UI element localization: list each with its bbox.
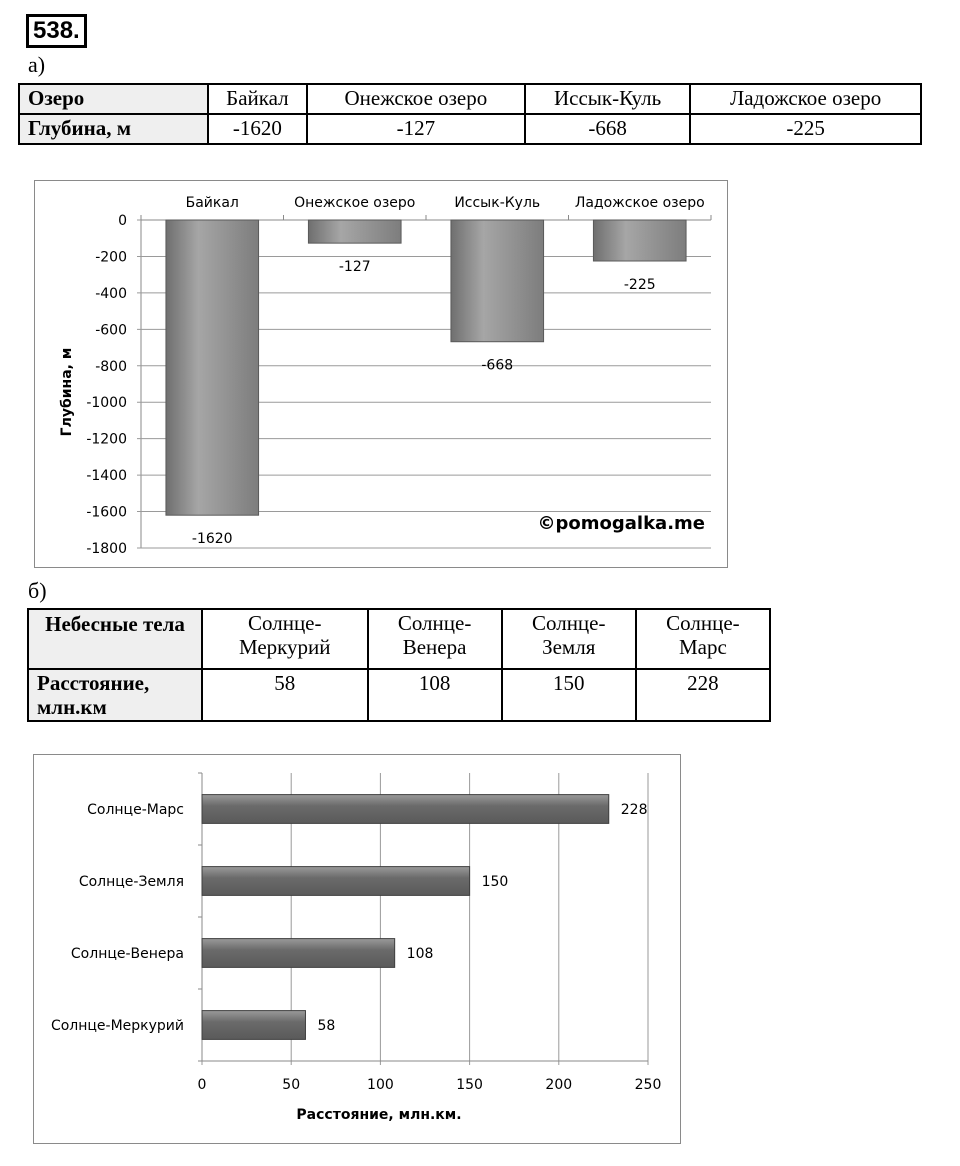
table-cell: -668	[525, 114, 690, 144]
x-tick-label: 250	[634, 1077, 662, 1093]
distances-table	[27, 608, 771, 722]
table-cell: -127	[307, 114, 525, 144]
table-cell: 150	[502, 669, 636, 721]
bar	[593, 220, 686, 261]
lakes-table	[18, 83, 922, 145]
x-tick-label: 50	[282, 1077, 301, 1093]
table-header-cell: Озеро	[19, 84, 208, 114]
category-label: Солнце-Земля	[78, 874, 184, 890]
y-tick-label: -1400	[86, 468, 127, 485]
planet-distance-chart-svg	[34, 755, 680, 1143]
bar	[166, 220, 259, 515]
x-tick-label: 100	[367, 1077, 394, 1093]
y-tick-label: 0	[118, 213, 127, 229]
category-label: Ладожское озеро	[574, 195, 705, 211]
table-cell: Солнце- Земля	[502, 609, 636, 669]
lake-depth-chart-svg	[35, 181, 727, 567]
bar	[202, 939, 395, 968]
table-cell: Ладожское озеро	[690, 84, 921, 114]
y-tick-label: -400	[95, 285, 127, 302]
category-label: Онежское озеро	[294, 195, 416, 211]
bar	[202, 795, 609, 824]
y-tick-label: -1200	[86, 431, 127, 448]
table-cell: 228	[636, 669, 770, 721]
category-label: Солнце-Меркурий	[50, 1018, 184, 1034]
table-cell: Солнце- Марс	[636, 609, 770, 669]
y-tick-label: -800	[95, 358, 127, 375]
table-row	[28, 669, 770, 721]
data-label: -127	[338, 259, 371, 276]
table-row	[28, 609, 770, 669]
part-b-label: б)	[28, 578, 47, 603]
table-cell: Солнце- Меркурий	[202, 609, 368, 669]
lake-depth-chart	[34, 180, 728, 568]
data-label: 108	[406, 946, 434, 962]
category-label: Иссык-Куль	[454, 195, 541, 211]
table-cell: Онежское озеро	[307, 84, 525, 114]
table-cell: Иссык-Куль	[525, 84, 690, 114]
data-label: -225	[623, 277, 656, 293]
y-tick-label: -1600	[86, 504, 127, 521]
part-a-label: а)	[28, 52, 46, 77]
table-cell: Байкал	[208, 84, 307, 114]
table-header-cell: Глубина, м	[19, 114, 208, 144]
table-header-cell: Расстояние, млн.км	[28, 669, 202, 721]
category-label: Солнце-Венера	[70, 946, 184, 962]
data-label: 150	[481, 874, 509, 890]
data-label: -668	[481, 357, 514, 374]
bar	[451, 220, 544, 342]
table-cell: Солнце- Венера	[368, 609, 502, 669]
x-axis-title: Расстояние, млн.км.	[296, 1107, 462, 1123]
table-cell: 108	[368, 669, 502, 721]
data-label: -1620	[191, 531, 233, 548]
table-row	[19, 114, 921, 144]
category-label: Байкал	[185, 195, 239, 211]
table-cell: 58	[202, 669, 368, 721]
y-tick-label: -1000	[86, 395, 127, 412]
data-label: 228	[620, 802, 648, 818]
category-label: Солнце-Марс	[87, 802, 184, 818]
y-tick-label: -1800	[86, 541, 127, 557]
y-axis-title: Глубина, м	[59, 347, 75, 437]
watermark: ©pomogalka.me	[537, 513, 705, 534]
table-cell: -1620	[208, 114, 307, 144]
x-tick-label: 0	[197, 1077, 207, 1093]
problem-number: 538.	[26, 14, 87, 48]
planet-distance-chart	[33, 754, 681, 1144]
y-tick-label: -200	[95, 249, 127, 266]
y-tick-label: -600	[95, 322, 127, 339]
bar	[202, 1011, 305, 1040]
bar	[308, 220, 401, 243]
table-row	[19, 84, 921, 114]
table-cell: -225	[690, 114, 921, 144]
data-label: 58	[317, 1018, 336, 1034]
table-header-cell: Небесные тела	[28, 609, 202, 669]
bar	[202, 867, 470, 896]
x-tick-label: 200	[545, 1077, 573, 1093]
x-tick-label: 150	[456, 1077, 483, 1093]
